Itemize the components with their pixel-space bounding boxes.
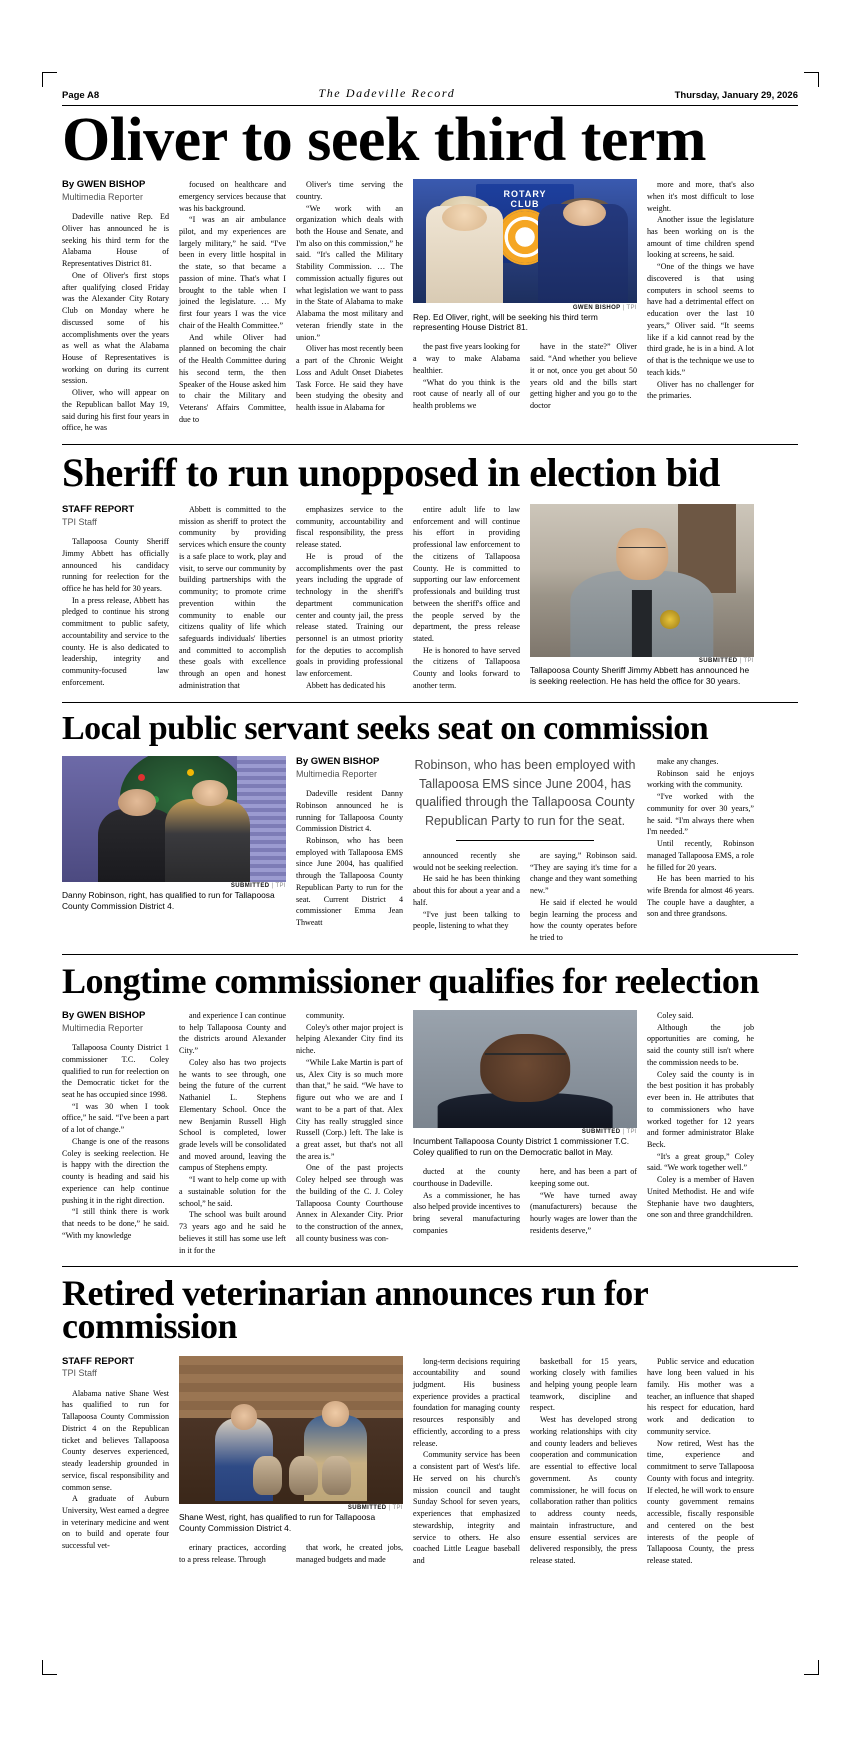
photo-credit-sheriff: SUBMITTED | TPI [698,658,754,665]
article-coley [62,960,798,1268]
headline-coley: Longtime commissioner qualifies for reelection [62,960,759,1001]
photo-sheriff-abbett [530,504,754,657]
article-separator-3 [62,954,798,955]
pullquote-rule [456,840,595,841]
photo-caption-west: Shane West, right, has qualified to run for Tallapoosa County Commission District 4. [179,1512,376,1533]
coley-body-col5: here, and has been a part of keeping some out. “We have turned away (manufacturers) because the hourly wages are lower than the residents deserve,” [530,1167,637,1235]
photo-caption-sheriff: Tallapoosa County Sheriff Jimmy Abbett has announced he is seeking reelection. He has held the office for 30 years. [530,665,750,687]
byline-coley: By GWEN BISHOP [62,1009,146,1021]
robinson-body-col3: announced recently she would not be seeking reelection. He said he has been thinking about this for about a year and a half. “I've just been talking to people, listening to what they [413,850,520,931]
article-separator-2 [62,702,798,703]
article-separator-4 [62,1266,798,1267]
crop-mark-bottom-right [804,1660,819,1675]
robinson-body-col2: Dadeville resident Danny Robinson announced he is running for Tallapoosa County Commission District 4. Robinson, who has been employed with Tallapoosa EMS since June 2004, has qualified through the Tallapoosa County Republican Party to run for the seat. Current District 4 commissioner Emma Jean Thweatt [296,789,403,928]
photo-caption-robinson: Danny Robinson, right, has qualified to run for Tallapoosa County Commission District 4. [62,890,275,912]
sheriff-body-col4: entire adult life to law enforcement and will continue his effort in providing professional law enforcement to the citizens of Tallapoosa County. He is committed to supporting our law enforcement professionals and building trust between the sheriff's office and the people served by the department, the press release stated. He is honored to have served the citizens of Tallapoosa County and looks forward to another term. [413,504,520,690]
headline-west: Retired veterinarian announces run for commission [62,1273,648,1347]
photo-credit-coley: SUBMITTED | TPI [581,1129,637,1136]
byline-role-west: TPI Staff [62,1368,97,1379]
page-number-label: Page A8 [62,90,100,101]
pullquote-robinson: Robinson, who has been employed with Tallapoosa EMS since June 2004, has qualified through the Tallapoosa County Republican Party to run for the seat. [414,757,636,829]
headline-sheriff: Sheriff to run unopposed in election bid [62,450,720,496]
article-oliver [62,106,798,445]
crop-mark-bottom-left [42,1660,57,1675]
photo-credit-west: SUBMITTED | TPI [347,1505,403,1512]
article-body-col5: have in the state?” Oliver said. “And whether you believe it or not, once you get about 50 years old and the bills start getting higher and you go to the doctor [530,342,637,411]
byline-role-robinson: Multimedia Reporter [296,768,378,779]
byline-role-oliver: Multimedia Reporter [62,191,144,202]
photo-oliver-rotary: ROTARY CLUB [413,179,637,303]
coley-body-col3: community. Coley's other major project is helping Alexander City find its niche. “While Lake Martin is part of us, Alex City is so much more than that,” he said. “We have to figure out who we are and I want to be a part of that. Alex City has really struggled since Russell (Corp.) left. The lake is a great asset, but that's not all the area is.” One of the past projects Coley helped see through was the building of the C. J. Coley Tallapoosa County Courthouse Annex in Alexander City. Prior to the construction of the annex, all county business was con- [296,1010,403,1243]
west-body-col2: erinary practices, according to a press release. Through [179,1542,286,1564]
crop-mark-top-right [804,72,819,87]
west-body-col3: that work, he created jobs, managed budgets and made [296,1542,403,1564]
headline-oliver: Oliver to seek third term [62,106,707,174]
sheriff-body-col2: Abbett is committed to the mission as sheriff to protect the community by providing services which ensure the county is a safe place to work, play and visit, to serve our community by building partnerships with the community; to promote crime prevention within the community to enable our citizens quality of life which safeguards individuals' liberties and committed to accomplish these goals with excellence through an open and honest administration that [179,504,286,690]
byline-role-sheriff: TPI Staff [62,516,97,527]
photo-credit-robinson: SUBMITTED | TPI [230,883,286,890]
west-body-col6: Public service and education have long been valued in his family. His mother was a teacher, an influence that shaped his respect for education, hard work and dedication to community service. Now retired, West has the time, experience and commitment to serve Tallapoosa County with focus and integrity. If elected, he will work to ensure county government remains accessible, fiscally responsible and centered on the best interests of the people of Tallapoosa County, the press release stated. [647,1356,754,1566]
page-masthead [62,86,798,105]
photo-robinson-couple [62,756,286,882]
paper-title: The Dadeville Record [318,86,456,100]
byline-sheriff: STAFF REPORT [62,503,135,515]
article-sheriff [62,450,798,703]
byline-robinson: By GWEN BISHOP [296,755,380,767]
west-body-col1: Alabama native Shane West has qualified to run for Tallapoosa County Commission District 4 on the Republican ticket and believes Tallapoosa County deserves experienced, steady leadership grounded in service, fiscal responsibility and common sense. A graduate of Auburn University, West earned a degree in veterinary medicine and went on to build and operate four successful vet- [62,1388,169,1551]
article-body-col1: Dadeville native Rep. Ed Oliver has announced he is seeking his third term for the Alabama House of Representatives District 81. One of Oliver's first stops after qualifying closed Friday was the Alexander City Rotary Club on Monday where he discussed some of his accomplishments over the years as well as what the Alabama House of Representatives is working on during its current session. Oliver, who will appear on the Republican ballot May 19, said during his first four years in office, he was [62,212,169,433]
byline-west: STAFF REPORT [62,1355,135,1367]
coley-body-col2: and experience I can continue to help Tallapoosa County and the districts around Alexander City.” Coley also has two projects he wants to see through, one being the future of the current Nathaniel L. Stephens Elementary School. Once the new Benjamin Russell High School is completed, lower grade levels will be consolidated and moved around, leaving the campus of Stephens empty. “I want to help come up with a sustainable solution for the school,” he said. The school was built around 73 years ago and he said he believes it still has some use left in it for the [179,1010,286,1255]
robinson-body-col5: make any changes. Robinson said he enjoys working with the community. “I've worked with the community for over 30 years,” he said. “I'm always there when I'm needed.” Until recently, Robinson managed Tallapoosa EMS, a role he filled for 20 years. He has been married to his wife Brenda for almost 46 years. The couple have a daughter, a son and three grandsons. [647,756,754,919]
west-body-col4: long-term decisions requiring accountability and sound judgment. His business experience provides a practical foundation for managing county resources responsibly and efficiently, according to a press release. Community service has been a consistent part of West's life. He served on his church's mission council and taught Sunday School for seven years, experiences that emphasized stewardship, integrity and service to others. He also coached Little League baseball and [413,1356,520,1566]
photo-caption-oliver: Rep. Ed Oliver, right, will be seeking his third term representing House District 81. [413,311,598,333]
article-body-col2: focused on healthcare and emergency services because that was his background. “I was an air ambulance pilot, and my experiences are largely military,” he said. “I've been in every little hospital in the state, so that became a passion of mine. That's what I brought to the table when I joined the legislature. … My first four years I was the vice chair of the Health Committee.” And while Oliver had planned on becoming the chair of the Health Committee during his second term, the then Speaker of the House asked him to chair the Military and Veterans' Affairs Committee, due to [179,180,286,424]
photo-coley-portrait [413,1010,637,1128]
photo-west-family [179,1356,403,1504]
article-body-col6: more and more, that's also when it's most difficult to lose weight. Another issue the legislature has been working on is the amount of time children spend looking at screens, he said. “One of the things we have discovered is that using computers in school seems to have had a detrimental effect on education over the last 10 years,” Oliver said. “It seems like if a kid cannot read by the third grade, he is in a bind. A lot of that is the technique we use to teach kids.” Oliver has no challenger for the primaries. [647,180,754,401]
byline-role-coley: Multimedia Reporter [62,1022,144,1033]
issue-date: Thursday, January 29, 2026 [674,90,798,101]
headline-robinson: Local public servant seeks seat on commission [62,709,709,747]
article-robinson [62,709,798,955]
article-separator-1 [62,444,798,445]
west-body-col5: basketball for 15 years, working closely with families and helping young people learn teamwork, discipline and respect. West has developed strong working relationships with city and county leaders and believes cooperation and communication are essential to effective local government. As county commissioner, he will focus on collaboration rather than politics to address county needs, maintain infrastructure, and ensure essential services are delivered responsibly, the press release stated. [530,1356,637,1566]
sheriff-body-col1: Tallapoosa County Sheriff Jimmy Abbett has officially announced his candidacy running for reelection for the office he has held for 30 years. In a press release, Abbett has pledged to continue his strong commitment to public safety, accountability and service to the county. He is also dedicated to leadership, integrity and community-focused law enforcement. [62,537,169,687]
article-west [62,1273,798,1566]
coley-body-col6: Coley said. Although the job opportunities are coming, he said the county still isn't where the commission needs to be. Coley said the county is in the best position it has probably ever been in. He attributes that to commissioners who have worked together for 12 years and former administrator Blake Beck. “It's a great group,” Coley said. “We work together well.” Coley is a member of Haven United Methodist. He and wife Stephanie have two daughters, one son and three grandchildren. [647,1010,754,1220]
coley-body-col4: ducted at the county courthouse in Dadeville. As a commissioner, he has also helped provide incentives to bring several manufacturing companies [413,1167,520,1235]
photo-credit-oliver: GWEN BISHOP | TPI [572,304,637,311]
byline-oliver: By GWEN BISHOP [62,179,146,191]
sheriff-body-col3: emphasizes service to the community, accountability and fiscal responsibility, the press release stated. He is proud of the accomplishments over the past years including the upgrade of technology in the sheriff's department communication center and county jail, the press release stated. Training our personnel is an utmost priority for the deputies to accomplish goals in providing professional law enforcement. Abbett has dedicated his [296,504,403,690]
article-body-col3: Oliver's time serving the country. “We work with an organization which deals with both the House and Senate, and I'm also on this commission,” he said. “It's called the Military Stability Commission. … The commission actually figures out what legislation we want to pass in the State of Alabama to make Alabama the most military and veteran friendly state in the union.” Oliver has most recently been a part of the Chronic Weight Loss and Adult Onset Diabetes Task Force. He said they have been studying the obesity and health issue in Alabama for [296,180,403,412]
photo-caption-coley: Incumbent Tallapoosa County District 1 commissioner T.C. Coley qualified to run on the Democratic ballot in May. [413,1136,630,1158]
robinson-body-col4: are saying,” Robinson said. “They are saying it's time for a change and they want something new.” He said if elected he would begin learning the process and how the county operates before he tried to [530,850,637,943]
crop-mark-top-left [42,72,57,87]
article-body-col4: the past five years looking for a way to make Alabama healthier. “What do you think is the root cause of nearly all of our health problems we [413,342,520,411]
coley-body-col1: Tallapoosa County District 1 commissioner T.C. Coley qualified to run for reelection on the Democratic ticket for the seat he has occupied since 1998. “I was 30 when I took office,” he said. “I've been a part of a lot of change.” Change is one of the reasons Coley is seeking reelection. He is happy with the direction the county is heading and said his experience can help continue pushing it in the right direction. “I still think there is work that needs to be done,” he said. “With my knowledge [62,1043,169,1240]
